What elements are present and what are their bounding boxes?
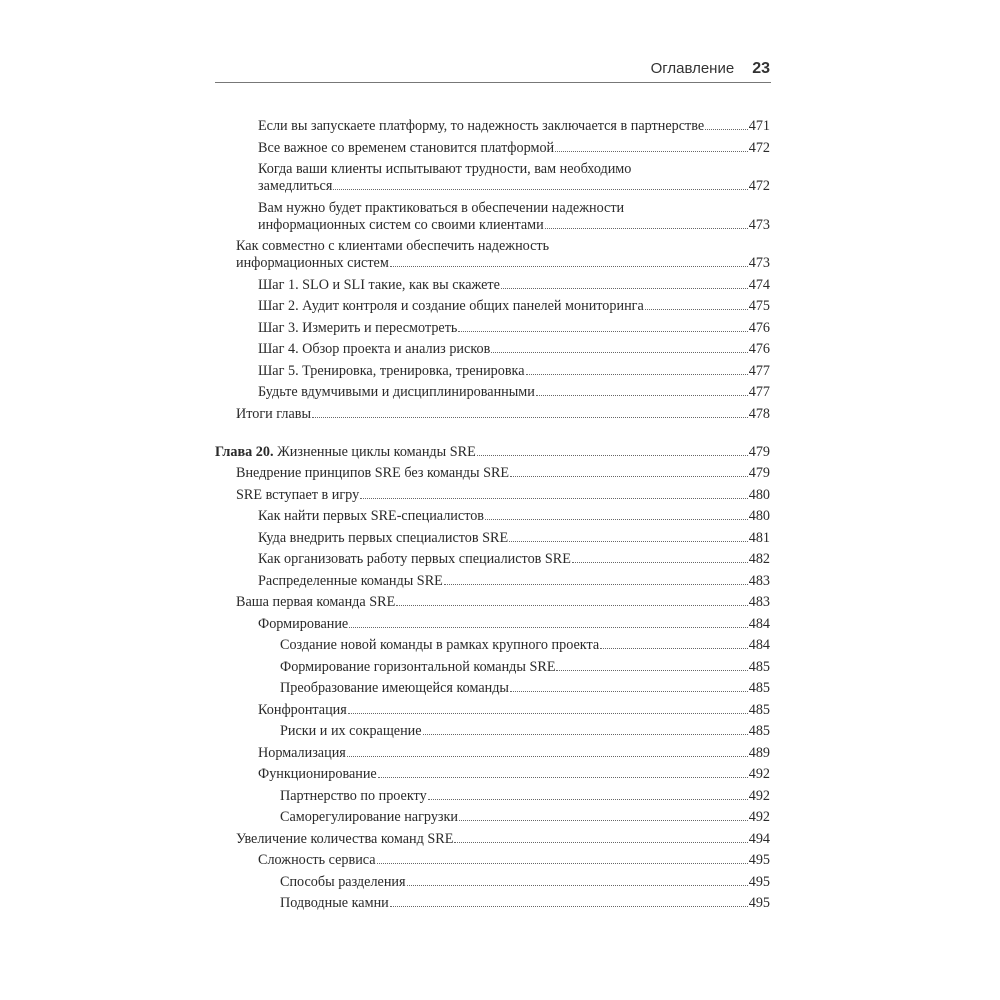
toc-chapter-entry[interactable] (215, 442, 770, 464)
toc-entry-title: Подводные камни (280, 895, 389, 912)
toc-entry-line (258, 161, 770, 178)
toc-entry[interactable] (215, 236, 770, 275)
toc-entry[interactable] (215, 850, 770, 872)
toc-entry-line (236, 406, 770, 423)
running-header (215, 60, 770, 82)
toc-page-number: 481 (748, 529, 770, 546)
toc-page-number: 484 (748, 615, 770, 632)
toc-page-number: 485 (748, 680, 770, 697)
toc-entry-title: Сложность сервиса (258, 852, 376, 869)
toc-entry[interactable] (215, 485, 770, 507)
toc-entry-line (236, 594, 770, 611)
toc-page-number: 479 (748, 443, 770, 460)
toc-entry-line (258, 200, 770, 217)
toc-entry[interactable] (215, 275, 770, 297)
dot-leader (454, 842, 747, 843)
dot-leader (347, 756, 748, 757)
toc-entry-line (236, 487, 770, 504)
toc-page-number: 480 (748, 508, 770, 525)
dot-leader (485, 519, 748, 520)
table-of-contents (215, 116, 770, 915)
toc-entry-title: Шаг 5. Тренировка, тренировка, тренировка (258, 362, 525, 379)
toc-entry[interactable] (215, 198, 770, 237)
toc-entry[interactable] (215, 678, 770, 700)
toc-entry-title: замедлиться (258, 178, 333, 195)
toc-page-number: 476 (748, 319, 770, 336)
dot-leader (458, 331, 747, 332)
toc-entry-line (258, 298, 770, 315)
toc-page-number: 495 (748, 895, 770, 912)
toc-entry-line (258, 766, 770, 783)
dot-leader (348, 713, 748, 714)
toc-entry-title: Формирование горизонтальной команды SRE (280, 658, 556, 675)
toc-entry-title: SRE вступает в игру (236, 486, 360, 503)
toc-entry[interactable] (215, 549, 770, 571)
dot-leader (459, 820, 748, 821)
dot-leader (349, 627, 747, 628)
toc-entry-line (258, 702, 770, 719)
page-number: 23 (752, 60, 770, 77)
toc-entry-title: Вам нужно будет практиковаться в обеспечении надежности (258, 199, 625, 216)
toc-page-number: 483 (748, 572, 770, 589)
toc-entry-line (258, 616, 770, 633)
toc-page-number: 477 (748, 362, 770, 379)
toc-entry[interactable] (215, 404, 770, 426)
toc-entry-line (280, 680, 770, 697)
toc-page-number: 495 (748, 873, 770, 890)
toc-entry-line (258, 745, 770, 762)
toc-entry-title: Увеличение количества команд SRE (236, 830, 454, 847)
dot-leader (556, 670, 747, 671)
toc-entry-title: Формирование (258, 615, 349, 632)
toc-entry[interactable] (215, 528, 770, 550)
toc-page-number: 480 (748, 486, 770, 503)
toc-entry-title: Как организовать работу первых специалистов SRE (258, 551, 571, 568)
dot-leader (477, 455, 748, 456)
dot-leader (510, 691, 748, 692)
toc-entry-title: Нормализация (258, 744, 346, 761)
toc-page-number: 492 (748, 787, 770, 804)
toc-entry-title: Распределенные команды SRE (258, 572, 443, 589)
toc-entry[interactable] (215, 463, 770, 485)
toc-entry-title: Если вы запускаете платформу, то надежность заключается в партнерстве (258, 118, 705, 135)
toc-entry-title: Партнерство по проекту (280, 787, 427, 804)
dot-leader (423, 734, 748, 735)
toc-page-number: 479 (748, 465, 770, 482)
dot-leader (645, 309, 748, 310)
toc-entry[interactable] (215, 318, 770, 340)
dot-leader (510, 476, 748, 477)
toc-entry-title: Шаг 1. SLO и SLI такие, как вы скажете (258, 276, 500, 293)
toc-page-number: 476 (748, 341, 770, 358)
toc-entry[interactable] (215, 296, 770, 318)
toc-page-number: 478 (748, 405, 770, 422)
dot-leader (390, 906, 748, 907)
toc-entry-line (280, 788, 770, 805)
toc-entry-line (215, 444, 770, 461)
toc-entry-line (280, 809, 770, 826)
toc-entry-line (280, 874, 770, 891)
toc-entry[interactable] (215, 159, 770, 198)
toc-entry-title: Саморегулирование нагрузки (280, 809, 459, 826)
toc-entry-line (258, 551, 770, 568)
toc-entry-line (280, 637, 770, 654)
dot-leader (428, 799, 748, 800)
toc-entry-title: Внедрение принципов SRE без команды SRE (236, 465, 510, 482)
toc-entry-line (258, 217, 770, 234)
toc-entry[interactable] (215, 872, 770, 894)
toc-entry-title: Когда ваши клиенты испытывают трудности, вам необходимо (258, 161, 632, 178)
toc-entry-line (258, 530, 770, 547)
toc-page-number: 485 (748, 723, 770, 740)
toc-entry-line (258, 140, 770, 157)
dot-leader (444, 584, 748, 585)
toc-entry[interactable] (215, 592, 770, 614)
running-header-section: Оглавление (650, 60, 735, 77)
toc-entry-line (236, 465, 770, 482)
toc-entry[interactable] (215, 361, 770, 383)
toc-page-number: 471 (748, 118, 770, 135)
toc-page-number: 485 (748, 658, 770, 675)
dot-leader (396, 605, 747, 606)
dot-leader (545, 228, 748, 229)
toc-entry-line (280, 895, 770, 912)
toc-entry[interactable] (215, 764, 770, 786)
toc-entry[interactable] (215, 506, 770, 528)
dot-leader (555, 151, 748, 152)
toc-entry-title: Риски и их сокращение (280, 723, 422, 740)
toc-entry-title: Шаг 3. Измерить и пересмотреть (258, 319, 458, 336)
toc-page-number: 472 (748, 178, 770, 195)
toc-entry-line (236, 255, 770, 272)
toc-page-number: 483 (748, 594, 770, 611)
dot-leader (572, 562, 748, 563)
dot-leader (536, 395, 748, 396)
toc-entry[interactable] (215, 807, 770, 829)
dot-leader (526, 374, 748, 375)
chapter-label: Глава 20. (215, 443, 274, 460)
toc-entry-line (236, 238, 770, 255)
toc-entry-line (258, 118, 770, 135)
toc-entry[interactable] (215, 116, 770, 138)
dot-leader (501, 288, 748, 289)
toc-entry-title: Как найти первых SRE-специалистов (258, 508, 485, 525)
toc-entry-title: Итоги главы (236, 405, 312, 422)
toc-entry[interactable] (215, 721, 770, 743)
toc-entry-line (280, 659, 770, 676)
toc-entry-title (215, 444, 476, 461)
toc-entry[interactable] (215, 339, 770, 361)
toc-page-number: 494 (748, 830, 770, 847)
toc-entry[interactable] (215, 893, 770, 915)
dot-leader (705, 129, 748, 130)
toc-entry[interactable] (215, 829, 770, 851)
toc-entry[interactable] (215, 700, 770, 722)
toc-entry[interactable] (215, 614, 770, 636)
toc-entry-line (258, 384, 770, 401)
toc-entry-title: информационных систем (236, 255, 389, 272)
toc-page-number: 474 (748, 276, 770, 293)
toc-entry-title: Преобразование имеющейся команды (280, 680, 509, 697)
toc-entry-title: Куда внедрить первых специалистов SRE (258, 529, 509, 546)
toc-entry-line (258, 363, 770, 380)
toc-entry-line (280, 723, 770, 740)
toc-page-number: 495 (748, 852, 770, 869)
toc-entry[interactable] (215, 635, 770, 657)
dot-leader (312, 417, 748, 418)
toc-entry-line (258, 573, 770, 590)
toc-page-number: 484 (748, 637, 770, 654)
toc-page-number: 475 (748, 298, 770, 315)
dot-leader (491, 352, 747, 353)
toc-page-number: 482 (748, 551, 770, 568)
toc-page-number: 473 (748, 255, 770, 272)
toc-entry[interactable] (215, 138, 770, 160)
dot-leader (390, 266, 748, 267)
toc-entry-title: Конфронтация (258, 701, 347, 718)
chapter-title: Жизненные циклы команды SRE (277, 443, 476, 460)
dot-leader (600, 648, 748, 649)
toc-entry[interactable] (215, 786, 770, 808)
toc-entry-title: Как совместно с клиентами обеспечить надежность (236, 238, 550, 255)
toc-entry-line (258, 178, 770, 195)
toc-entry-line (258, 277, 770, 294)
toc-entry[interactable] (215, 743, 770, 765)
dot-leader (377, 863, 748, 864)
toc-entry-title: Шаг 2. Аудит контроля и создание общих панелей мониторинга (258, 298, 644, 315)
toc-page-number: 473 (748, 216, 770, 233)
toc-page-number: 485 (748, 701, 770, 718)
toc-entry-title: Ваша первая команда SRE (236, 594, 396, 611)
toc-entry[interactable] (215, 571, 770, 593)
toc-entry-line (258, 320, 770, 337)
toc-page-number: 472 (748, 139, 770, 156)
toc-entry-line (258, 852, 770, 869)
toc-entry-title: Функционирование (258, 766, 377, 783)
dot-leader (407, 885, 748, 886)
toc-entry-title: Создание новой команды в рамках крупного проекта (280, 637, 600, 654)
toc-page-number: 492 (748, 766, 770, 783)
toc-page-number: 477 (748, 384, 770, 401)
dot-leader (378, 777, 748, 778)
toc-entry-title: информационных систем со своими клиентами (258, 216, 544, 233)
dot-leader (333, 189, 747, 190)
toc-entry[interactable] (215, 382, 770, 404)
header-rule (215, 82, 771, 83)
toc-page-number: 492 (748, 809, 770, 826)
toc-entry-title: Способы разделения (280, 873, 406, 890)
dot-leader (360, 498, 748, 499)
toc-entry-line (258, 341, 770, 358)
toc-entry-title: Будьте вдумчивыми и дисциплинированными (258, 384, 535, 401)
dot-leader (509, 541, 748, 542)
toc-entry-title: Шаг 4. Обзор проекта и анализ рисков (258, 341, 491, 358)
toc-entry-line (258, 508, 770, 525)
toc-page-number: 489 (748, 744, 770, 761)
toc-entry[interactable] (215, 657, 770, 679)
toc-entry-title: Все важное со временем становится платформой (258, 139, 555, 156)
toc-entry-line (236, 831, 770, 848)
